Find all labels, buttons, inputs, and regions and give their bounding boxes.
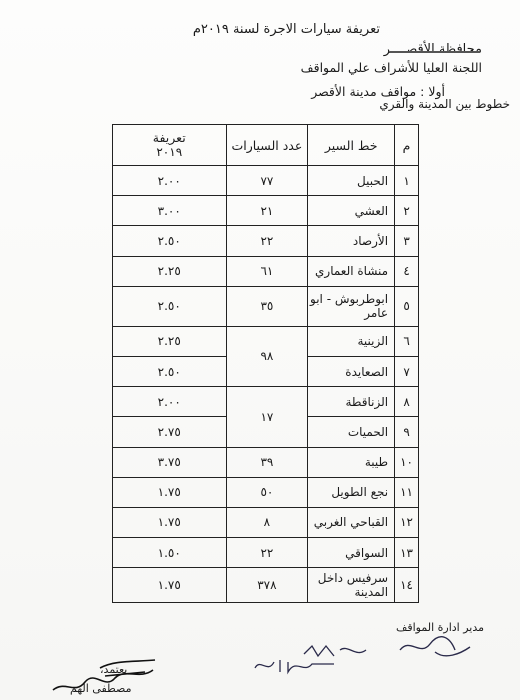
row-route: الزناقطة [308,387,395,417]
row-route: ابوطربوش - ابو عامر [308,286,395,326]
row-cars: ٣٩ [226,447,308,477]
committee-name: اللجنة العليا للأشراف علي المواقف [300,60,482,75]
row-index: ٣ [395,226,419,256]
table-header-row [113,125,419,166]
signer-name: مصطفى الهم [70,682,132,695]
table-row [113,447,419,477]
row-route: منشاة العماري [308,256,395,286]
table-row [113,166,419,196]
table-row [113,538,419,568]
row-route: الأرصاد [308,226,395,256]
row-route: نجع الطويل [308,477,395,507]
row-cars: ٢٢ [226,538,308,568]
row-fare: ٢.٥٠ [113,286,227,326]
row-index: ١٠ [395,447,419,477]
row-cars: ٥٠ [226,477,308,507]
row-cars-merged: ١٧ [226,387,308,447]
row-index: ١٣ [395,538,419,568]
subsection-heading: خطوط بين المدينة والقري [379,97,510,111]
row-index: ٨ [395,387,419,417]
header-fare [113,125,227,166]
table-row [113,326,419,356]
approval-label: يعتمد، [100,663,128,676]
table-row [113,226,419,256]
row-index: ١٤ [395,568,419,603]
row-route: العشي [308,196,395,226]
manager-label: مدير ادارة المواقف [395,621,484,634]
row-index: ١ [395,166,419,196]
row-route: السواقي [308,538,395,568]
row-fare: ١.٥٠ [113,538,227,568]
row-fare: ٢.٢٥ [113,256,227,286]
row-route: سرفيس داخل المدينة [308,568,395,603]
manager-signature [395,632,475,662]
row-cars: ٢٢ [226,226,308,256]
row-index: ١٢ [395,507,419,537]
table-row [113,387,419,417]
row-index: ٥ [395,286,419,326]
header-fare-year: ٢٠١٩ [156,145,183,159]
row-route: الزينية [308,326,395,356]
row-cars: ٢١ [226,196,308,226]
row-index: ٦ [395,326,419,356]
header-index: م [395,125,419,166]
governorate-name: محافظة الأقصــــر [383,42,482,57]
approver-signature [45,650,160,700]
row-cars-merged: ٩٨ [226,326,308,386]
row-fare: ٢.٧٥ [113,417,227,447]
row-fare: ٢.٠٠ [113,166,227,196]
row-index: ٢ [395,196,419,226]
row-fare: ٢.٢٥ [113,326,227,356]
row-fare: ١.٧٥ [113,568,227,603]
row-route: طيبة [308,447,395,477]
row-route: الصعايدة [308,356,395,386]
row-index: ٤ [395,256,419,286]
row-index: ٧ [395,356,419,386]
row-cars: ٣٧٨ [226,568,308,603]
row-index: ١١ [395,477,419,507]
document-title: تعريفة سيارات الاجرة لسنة ٢٠١٩م [192,22,380,37]
table-row [113,286,419,326]
row-fare: ١.٧٥ [113,477,227,507]
header-cars: عدد السيارات [226,125,308,166]
table-row [113,507,419,537]
row-index: ٩ [395,417,419,447]
row-cars: ٧٧ [226,166,308,196]
row-route: القباحي الغربي [308,507,395,537]
row-fare: ٢.٠٠ [113,387,227,417]
row-route: الحميات [308,417,395,447]
row-route: الحبيل [308,166,395,196]
row-fare: ٣.٧٥ [113,447,227,477]
fares-table [112,124,419,603]
row-fare: ١.٧٥ [113,507,227,537]
row-fare: ٢.٥٠ [113,226,227,256]
table-row [113,256,419,286]
table-row [113,196,419,226]
section-heading: أولا : مواقف مدينة الأقصر [311,84,445,99]
row-cars: ٣٥ [226,286,308,326]
governorate-underline [390,51,480,53]
header-route: خط السير [308,125,395,166]
signature-middle [250,650,340,678]
row-fare: ٢.٥٠ [113,356,227,386]
table-row [113,477,419,507]
header-fare-title: تعريفة [152,130,186,145]
table-row [113,568,419,603]
row-cars: ٦١ [226,256,308,286]
row-fare: ٣.٠٠ [113,196,227,226]
row-cars: ٨ [226,507,308,537]
